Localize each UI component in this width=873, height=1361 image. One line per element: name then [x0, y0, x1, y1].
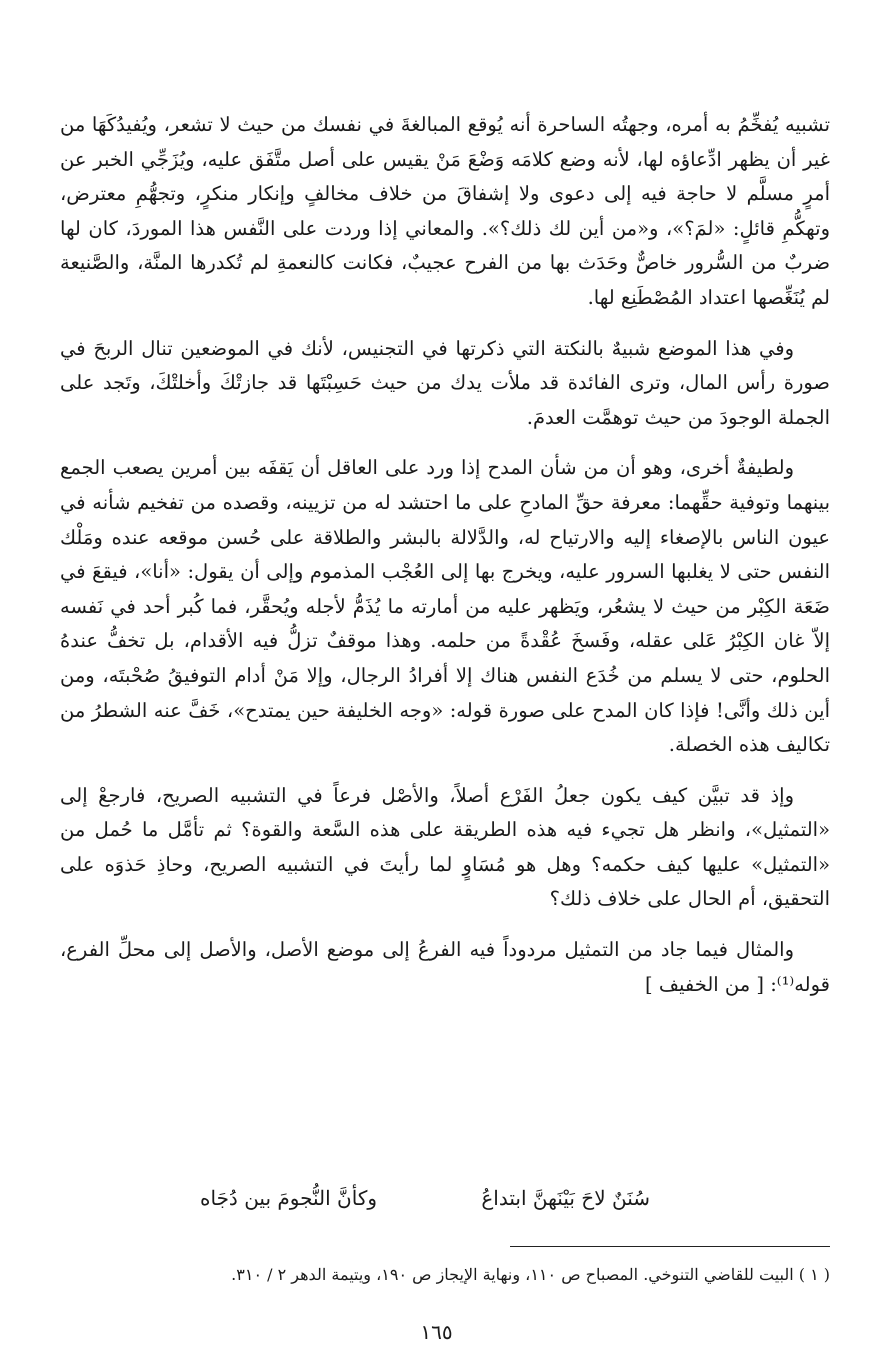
paragraph-1: تشبيه يُفخِّمُ به أمره، وجهتُه الساحرة أنه يُوقع المبالغةَ في نفسك من حيث لا تشعر، ويُفيدُكَهَا من غير أن يظهر ادِّعاؤه لها، لأنه وضع كلامَه وَضْعَ مَنْ يقيس على أصل متَّفَق عليه، ويُزَجِّي الخبر عن أمرٍ مسلَّم لا حاجة فيه إلى دعوى ولا إشفاقَ من خلاف مخالفٍ وإنكار منكرٍ، وتجهُّمِ معترض، وتهكُّمِ قائلٍ: «لمَ؟»، و«من أين لك ذلك؟». والمعاني إذا وردت على النَّفس هذا الموردَ، كان لها ضربٌ من السُّرور خاصٌّ وحَدَث بها من الفرح عجيبٌ، فكانت كالنعمةِ لم تُكدرها المنَّة، والصَّنيعة لم يُنَغِّصها اعتداد المُصْطَنِع لها. — [60, 113, 830, 309]
paragraph-gap — [60, 435, 830, 451]
paragraph-2: وفي هذا الموضع شبيهٌ بالنكتة التي ذكرتها في التجنيس، لأنك في الموضعين تنال الربحَ في صورة رأس المال، وترى الفائدة قد ملأت يدك من حيث حَسِبْتَها قد جازتْكَ وأخلتْكَ، وتَجد على الجملة الوجودَ من حيث توهمَّت العدمَ. — [60, 336, 830, 429]
verse-second-hemistich: سُنَنٌ لاحَ بَيْنَهنَّ ابتداعُ — [481, 1186, 650, 1210]
paragraph-4: وإذ قد تبيَّن كيف يكون جعلُ الفَرْع أصلاً، والأصْل فرعاً في التشبيه الصريح، فارجعْ إلى «التمثيل»، وانظر هل تجيء فيه هذه الطريقة على هذه السَّعة والقوة؟ ثم تأمَّل ما حُمل من «التمثيل» عليها كيف حكمه؟ وهل هو مُسَاوٍ لما رأيتَ في التشبيه الصريح، وحاذِ حَذوَه على التحقيق، أم الحال على خلاف ذلك؟ — [60, 783, 830, 911]
page-number: ١٦٥ — [420, 1320, 453, 1344]
paragraph-5: والمثال فيما جاد من التمثيل مردوداً فيه الفرعُ إلى موضع الأصل، والأصل إلى محلِّ الفرع، قوله⁽¹⁾: [ من الخفيف ] — [60, 938, 830, 996]
paragraph-gap — [60, 316, 830, 332]
verse-first-hemistich: وكأنَّ النُّجومَ بين دُجَاه — [200, 1186, 378, 1210]
footnote-separator — [510, 1246, 830, 1247]
paragraph-gap — [60, 763, 830, 779]
poetry-verse — [200, 1181, 650, 1215]
footnote: ( ١ ) البيت للقاضي التنوخي. المصباح ص ١١٠، ونهاية الإيجاز ص ١٩٠، ويتيمة الدهر ٢ / ٣١٠. — [231, 1265, 830, 1284]
main-text — [60, 108, 830, 1002]
paragraph-gap — [60, 917, 830, 933]
paragraph-3: ولطيفةٌ أخرى، وهو أن من شأن المدح إذا ورد على العاقل أن يَقفَه بين أمرين يصعب الجمع بينهما وتوفية حقِّهما: معرفة حقِّ المادحِ على ما احتشد له من تزيينه، وقصده من تفخيم شأنه في عيون الناس بالإصغاء إليه والارتياح له، والدَّلالة بالبشر والطلاقة على حُسن موقعه عنده ومَلْك النفس حتى لا يغلبها السرور عليه، ويخرج بها إلى العُجْب المذموم وإلى أن يقول: «أنا»، فيقعَ في ضَعَة الكِبْر من حيث لا يشعُر، ويَظهر عليه من أمارته ما يُذَمُّ لأجله ويُحقَّر، فما كُبر أحد في نَفسه إلاّ غان الكِبْرُ عَلى عقله، وفَسخَ عُقْدةً من حلمه. وهذا موقفٌ تزلُّ فيه الأقدام، بل تخفُّ عندهُ الحلوم، حتى لا يسلم من خُدَع النفس هناك إلا أفرادُ الرجال، وإلا مَنْ أدام التوفيقُ صُحْبتَه، ومن أين ذلك وأنَّى! فإذا كان المدح على صورة قوله: «وجه الخليفة حين يمتدح»، خَفَّ عنه الشطرُ من تكاليف هذه الخصلة. — [60, 456, 830, 757]
